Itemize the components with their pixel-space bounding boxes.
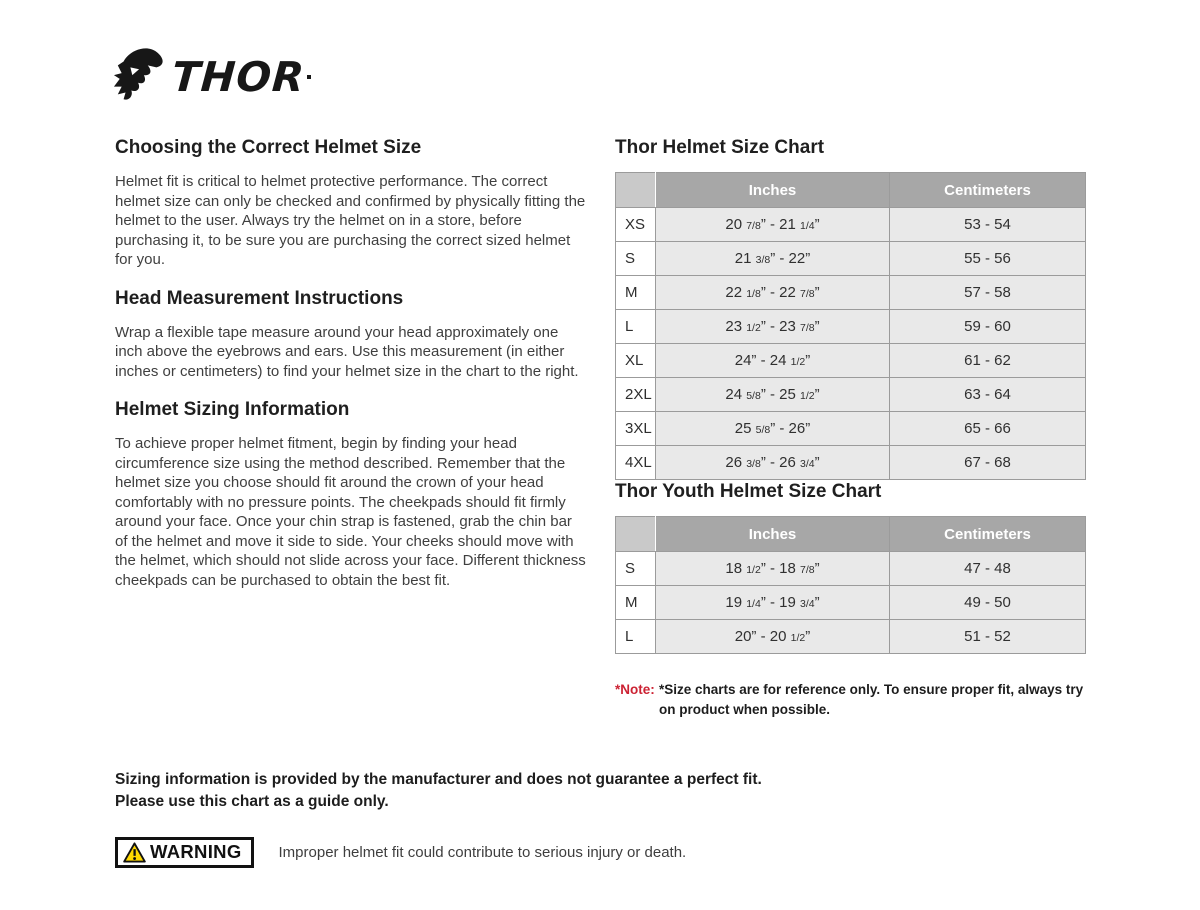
- inches-value: 25 5/8” - 26”: [656, 412, 890, 446]
- size-row: [616, 620, 1086, 654]
- fraction: 1/4: [746, 598, 761, 610]
- centimeters-value: 53 - 54: [890, 208, 1086, 242]
- inches-value: 20” - 20 1/2”: [656, 620, 890, 654]
- warning-section: [115, 837, 686, 868]
- centimeters-value: 49 - 50: [890, 586, 1086, 620]
- youth-chart-centimeters-header: Centimeters: [890, 517, 1086, 552]
- size-row: [616, 378, 1086, 412]
- fraction: 1/2: [790, 632, 806, 644]
- size-label: M: [616, 276, 656, 310]
- brand-name: THOR: [170, 52, 307, 101]
- fraction: 3/4: [800, 598, 815, 610]
- note-label: *Note:: [615, 682, 655, 697]
- fraction: 7/8: [746, 220, 761, 232]
- size-label: XS: [616, 208, 656, 242]
- fraction: 1/2: [800, 390, 815, 402]
- instructions-column: [115, 136, 587, 607]
- adult-chart-title: Thor Helmet Size Chart: [615, 137, 825, 158]
- fraction: 5/8: [755, 424, 771, 436]
- fraction: 1/8: [746, 288, 761, 300]
- section-heading-choosing-size: Choosing the Correct Helmet Size: [115, 137, 422, 158]
- disclaimer-line-1: Sizing information is provided by the manufacturer and does not guarantee a perfect fit.: [115, 771, 762, 788]
- adult-size-chart-table: [615, 172, 1086, 480]
- youth-size-chart-table: [615, 516, 1086, 654]
- inches-value: 24 5/8” - 25 1/2”: [656, 378, 890, 412]
- fraction: 5/8: [746, 390, 761, 402]
- fraction: 1/2: [746, 322, 761, 334]
- warning-text: Improper helmet fit could contribute to serious injury or death.: [278, 844, 687, 861]
- inches-value: 20 7/8” - 21 1/4”: [656, 208, 890, 242]
- size-row: [616, 412, 1086, 446]
- centimeters-value: 65 - 66: [890, 412, 1086, 446]
- size-row: [616, 446, 1086, 480]
- size-label: L: [616, 620, 656, 654]
- warning-box: [115, 837, 254, 868]
- size-label: 2XL: [616, 378, 656, 412]
- size-label: S: [616, 242, 656, 276]
- warning-triangle-icon: [123, 842, 146, 863]
- fraction: 3/8: [755, 254, 771, 266]
- centimeters-value: 47 - 48: [890, 552, 1086, 586]
- inches-value: 22 1/8” - 22 7/8”: [656, 276, 890, 310]
- reference-note: [615, 680, 1085, 720]
- centimeters-value: 59 - 60: [890, 310, 1086, 344]
- size-row: [616, 310, 1086, 344]
- disclaimer-line-2: Please use this chart as a guide only.: [115, 793, 389, 810]
- section-body-choosing-size: Helmet fit is critical to helmet protective performance. The correct helmet size can only be checked and confirmed by physically fitting the helmet to the user. Always try the helmet on in a store, before purchasing it, to be sure you are purchasing the correct sized helmet for you.: [115, 173, 586, 268]
- adult-chart-inches-header: Inches: [656, 173, 890, 208]
- section-body-head-measurement: Wrap a flexible tape measure around your head approximately one inch above the eyebrows and ears. Use this measurement (in either inches or centimeters) to find your helmet size in the chart to the right.: [115, 323, 579, 380]
- size-row: [616, 242, 1086, 276]
- size-row: [616, 276, 1086, 310]
- youth-chart-header-row: [616, 517, 1086, 552]
- fraction: 7/8: [800, 564, 815, 576]
- size-charts-column: [615, 136, 1085, 720]
- youth-chart-title: Thor Youth Helmet Size Chart: [615, 481, 882, 502]
- centimeters-value: 67 - 68: [890, 446, 1086, 480]
- fraction: 3/8: [746, 458, 761, 470]
- inches-value: 24” - 24 1/2”: [656, 344, 890, 378]
- size-label: S: [616, 552, 656, 586]
- thor-mascot-icon: [112, 46, 170, 108]
- brand-logo: [112, 46, 311, 108]
- size-label: L: [616, 310, 656, 344]
- adult-chart-corner-cell: [616, 173, 656, 208]
- fraction: 1/4: [800, 220, 815, 232]
- fraction: 3/4: [800, 458, 815, 470]
- warning-label: WARNING: [150, 841, 242, 863]
- section-body-sizing-information: To achieve proper helmet fitment, begin by finding your head circumference size using the method described. Remember that the helmet size you choose should fit around the crown of your head comfortably with no pressure points. The cheekpads should fit firmly around your face. Once your chin strap is fastened, grab the chin bar of the helmet and move it side to side. Your cheeks should move with the helmet, which should not slide across your face. Different thickness cheekpads can be purchased to obtain the best fit.: [115, 435, 586, 589]
- size-row: [616, 344, 1086, 378]
- inches-value: 23 1/2” - 23 7/8”: [656, 310, 890, 344]
- size-row: [616, 586, 1086, 620]
- youth-chart-inches-header: Inches: [656, 517, 890, 552]
- youth-chart-corner-cell: [616, 517, 656, 552]
- inches-value: 19 1/4” - 19 3/4”: [656, 586, 890, 620]
- section-heading-head-measurement: Head Measurement Instructions: [115, 287, 404, 309]
- inches-value: 26 3/8” - 26 3/4”: [656, 446, 890, 480]
- section-heading-sizing-information: Helmet Sizing Information: [115, 399, 350, 420]
- manufacturer-disclaimer: [115, 769, 765, 813]
- centimeters-value: 51 - 52: [890, 620, 1086, 654]
- centimeters-value: 55 - 56: [890, 242, 1086, 276]
- inches-value: 21 3/8” - 22”: [656, 242, 890, 276]
- size-label: 3XL: [616, 412, 656, 446]
- note-text: *Size charts are for reference only. To ensure proper fit, always try on product when possible.: [659, 682, 1084, 717]
- inches-value: 18 1/2” - 18 7/8”: [656, 552, 890, 586]
- adult-chart-centimeters-header: Centimeters: [890, 173, 1086, 208]
- fraction: 7/8: [800, 288, 815, 300]
- fraction: 7/8: [800, 322, 815, 334]
- fraction: 1/2: [790, 356, 806, 368]
- fraction: 1/2: [746, 564, 761, 576]
- size-row: [616, 552, 1086, 586]
- centimeters-value: 57 - 58: [890, 276, 1086, 310]
- adult-chart-header-row: [616, 173, 1086, 208]
- size-row: [616, 208, 1086, 242]
- centimeters-value: 63 - 64: [890, 378, 1086, 412]
- registered-mark: [307, 75, 311, 79]
- size-label: 4XL: [616, 446, 656, 480]
- size-label: M: [616, 586, 656, 620]
- size-label: XL: [616, 344, 656, 378]
- centimeters-value: 61 - 62: [890, 344, 1086, 378]
